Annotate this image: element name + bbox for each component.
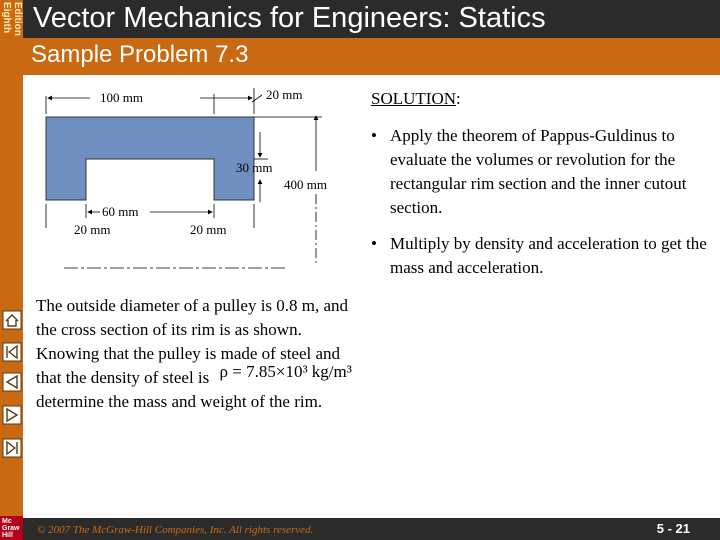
slide-subtitle: Sample Problem 7.3 — [31, 41, 249, 68]
solution-steps — [371, 124, 711, 292]
title-bar — [23, 0, 720, 38]
dim-right-label: 20 mm — [190, 222, 227, 237]
dim-left-label: 20 mm — [74, 222, 111, 237]
last-slide-icon[interactable] — [2, 438, 22, 458]
rim-cross-section-diagram — [40, 82, 360, 277]
solution-step-text: Multiply by density and acceleration to get the mass and acceleration. — [390, 234, 707, 277]
solution-step — [371, 232, 711, 280]
problem-statement — [36, 294, 356, 414]
edition-line2: Edition — [12, 2, 23, 36]
footer-bar — [23, 518, 720, 540]
bullet-marker: • — [371, 126, 377, 145]
bullet-marker: • — [371, 234, 377, 253]
solution-heading: SOLUTION: — [371, 89, 461, 108]
side-band — [0, 0, 23, 540]
solution-step — [371, 124, 711, 220]
solution-step-text: Apply the theorem of Pappus-Guldinus to evaluate the volumes or revolution for the rectangular rim section and the inner cutout section. — [390, 126, 687, 217]
dim-inner-height-label: 30 mm — [236, 160, 273, 175]
copyright-text: © 2007 The McGraw-Hill Companies, Inc. All rights reserved. — [37, 524, 314, 536]
dim-wall-label: 20 mm — [266, 87, 303, 102]
rim-section-shape — [46, 117, 254, 200]
dim-top-label: 100 mm — [100, 90, 143, 105]
subtitle-bar — [23, 38, 720, 74]
problem-text-after: determine the mass and weight of the rim. — [36, 392, 323, 411]
first-slide-icon[interactable] — [2, 342, 22, 362]
problem-text-before: The outside diameter of a pulley is 0.8 m, and the cross section of its rim is as shown. Knowing that the pulley is made of steel and that the density of steel is — [36, 296, 349, 387]
density-formula: ρ = 7.85×10³ kg/m³ — [219, 362, 352, 381]
edition-line1: Eighth — [1, 2, 12, 34]
next-slide-icon[interactable] — [2, 405, 22, 425]
previous-slide-icon[interactable] — [2, 372, 22, 392]
dim-inner-width-label: 60 mm — [102, 204, 139, 219]
page-number: 5 - 21 — [656, 521, 690, 536]
home-icon[interactable] — [2, 310, 22, 330]
mcgraw-hill-logo: Mc Graw Hill — [0, 516, 23, 540]
header-divider — [23, 74, 720, 75]
slide-title: Vector Mechanics for Engineers: Statics — [33, 2, 546, 34]
edition-label — [0, 0, 23, 60]
dim-radius-label: 400 mm — [284, 177, 327, 192]
